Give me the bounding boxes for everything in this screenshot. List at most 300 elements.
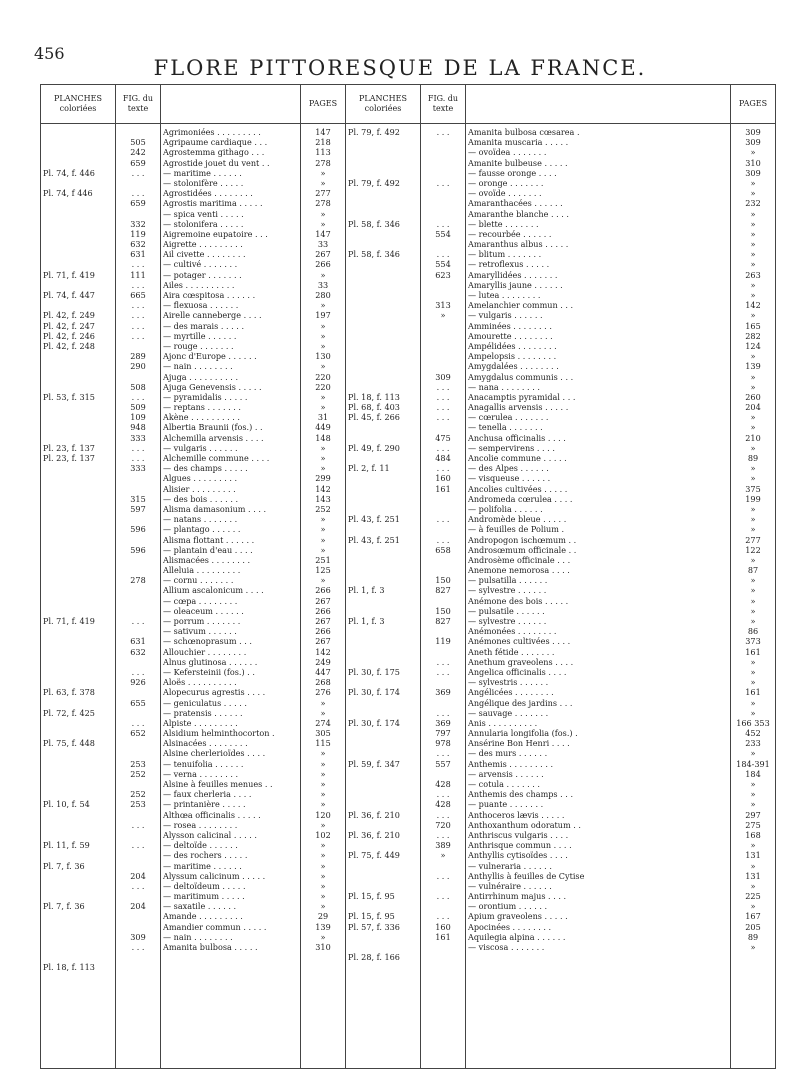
index-cell <box>43 555 113 565</box>
index-cell <box>43 209 113 219</box>
index-cell: . . . <box>436 412 450 423</box>
index-cell: — stolonifère . . . . . <box>163 177 244 188</box>
index-cell <box>43 779 113 789</box>
index-cell <box>43 382 113 392</box>
index-cell <box>118 748 158 758</box>
index-cell: » <box>320 218 326 229</box>
index-cell <box>348 596 418 606</box>
index-cell: Pl. 11, f. 59 <box>43 840 90 851</box>
index-cell: » <box>440 310 446 321</box>
index-cell: . . . <box>131 188 145 199</box>
index-cell: Anthyllis cytisoïdes . . . . <box>468 850 568 861</box>
index-cell <box>348 677 418 687</box>
index-cell: Amanite bulbeuse . . . . . <box>468 157 568 168</box>
index-cell: Pl. 15, f. 95 <box>348 911 395 922</box>
index-cell <box>118 209 158 219</box>
index-cell: Pl. 15, f. 95 <box>348 891 395 902</box>
index-cell: 147 <box>315 127 331 137</box>
index-cell: » <box>750 748 756 759</box>
index-cell: — visqueuse . . . . . . <box>468 473 551 484</box>
index-cell <box>43 158 113 168</box>
index-cell <box>348 932 418 942</box>
index-cell: 278 <box>315 198 331 209</box>
index-cell: Pl. 18, f. 113 <box>43 962 95 973</box>
index-cell <box>348 433 418 443</box>
index-cell: » <box>320 453 326 463</box>
col-name-left <box>161 85 301 124</box>
index-cell <box>348 840 418 850</box>
index-cell: » <box>750 463 756 474</box>
index-cell: Amygdalus communis . . . <box>468 371 574 382</box>
index-cell: » <box>320 840 326 851</box>
index-cell: 310 <box>315 942 331 952</box>
index-cell: 659 <box>130 157 146 168</box>
index-cell <box>118 565 158 575</box>
index-cell <box>118 911 158 921</box>
index-cell: Allium ascalonicum . . . . <box>163 585 264 596</box>
index-cell: 373 <box>745 636 761 647</box>
index-cell: 266 <box>315 626 331 637</box>
index-cell <box>348 504 418 514</box>
index-cell: Pl. 72, f. 425 <box>43 707 95 718</box>
index-cell: 299 <box>315 473 331 484</box>
index-cell: Alisier . . . . . . . . . <box>163 483 236 494</box>
index-cell <box>43 127 113 137</box>
index-cell: 475 <box>435 432 451 443</box>
index-cell: — sylvestre . . . . . . <box>468 616 547 626</box>
index-cell: 309 <box>130 931 146 942</box>
index-cell: » <box>320 707 326 718</box>
index-cell <box>348 973 418 983</box>
index-cell: Pl. 53, f. 315 <box>43 391 95 402</box>
index-cell <box>348 168 418 178</box>
index-cell: — recourbée . . . . . . <box>468 228 552 239</box>
index-cell: 554 <box>435 259 451 270</box>
index-cell: 143 <box>315 493 331 504</box>
index-cell: 160 <box>435 921 451 932</box>
index-cell: 332 <box>130 218 146 229</box>
index-cell: Pl. 18, f. 113 <box>348 391 400 402</box>
index-cell: Akène . . . . . . . . . . <box>163 412 240 423</box>
index-cell: 508 <box>130 381 146 392</box>
index-cell: Amaryllidées . . . . . . . <box>468 269 558 280</box>
index-cell: » <box>750 503 756 514</box>
index-cell: 168 <box>745 829 761 840</box>
index-cell <box>348 524 418 534</box>
index-cell: — nana . . . . . . . . <box>468 381 540 392</box>
index-cell: Pl. 79, f. 492 <box>348 177 400 188</box>
index-cell: 139 <box>315 921 331 932</box>
index-cell: 142 <box>745 300 761 311</box>
index-cell: » <box>750 351 756 362</box>
index-cell: » <box>750 901 756 912</box>
index-cell: 33 <box>317 279 329 290</box>
index-cell <box>43 351 113 361</box>
index-cell: . . . <box>131 259 145 270</box>
index-cell: 204 <box>130 870 146 881</box>
index-cell: 184-391 <box>736 758 770 769</box>
index-cell: » <box>320 544 326 555</box>
index-cell <box>348 321 418 331</box>
index-cell <box>118 687 158 697</box>
index-cell: » <box>750 840 756 851</box>
col-pages-right: PAGES <box>731 85 776 124</box>
index-cell: Pl. 75, f. 449 <box>348 850 400 861</box>
index-cell: — nain . . . . . . . . <box>163 361 233 372</box>
index-cell: — rouge . . . . . . . <box>163 340 234 351</box>
index-cell: . . . <box>131 391 145 402</box>
index-cell: » <box>750 422 756 433</box>
index-cell: Angélicées . . . . . . . . <box>468 687 554 698</box>
index-cell: » <box>750 554 756 565</box>
index-cell: 267 <box>315 249 331 260</box>
left-pages-column <box>301 124 346 1069</box>
index-cell: 369 <box>435 717 451 728</box>
index-cell: — maritime . . . . . . <box>163 860 242 871</box>
index-cell: . . . <box>131 442 145 453</box>
index-cell: 165 <box>745 320 761 331</box>
index-cell: Anthoceros lævis . . . . . <box>468 809 565 820</box>
index-cell <box>43 647 113 657</box>
index-cell: — des rochers . . . . . <box>163 850 248 861</box>
index-cell: 267 <box>315 616 331 626</box>
index-cell: Agripaume cardiaque . . . <box>163 137 268 148</box>
index-cell: Amande . . . . . . . . . <box>163 911 243 922</box>
index-cell: . . . <box>131 942 145 952</box>
index-cell <box>118 810 158 820</box>
index-cell: Pl. 43, f. 251 <box>348 514 400 525</box>
index-cell: . . . <box>131 279 145 290</box>
index-cell <box>423 524 463 534</box>
index-cell: » <box>320 463 326 474</box>
index-cell <box>423 239 463 249</box>
index-cell: » <box>320 442 326 453</box>
index-cell <box>423 647 463 657</box>
index-cell: 111 <box>130 269 146 280</box>
index-cell <box>43 677 113 687</box>
index-cell: 115 <box>315 738 331 749</box>
index-cell: 31 <box>317 412 329 423</box>
index-cell: 333 <box>130 463 146 474</box>
index-cell: Allouchier . . . . . . . . <box>163 646 247 657</box>
index-cell <box>348 341 418 351</box>
index-cell: Anémone des bois . . . . . <box>468 595 569 606</box>
index-cell: Pl. 71, f. 419 <box>43 616 95 626</box>
index-cell: Pl. 42, f. 246 <box>43 330 95 341</box>
index-cell <box>43 433 113 443</box>
index-cell: Pl. 74, f 446 <box>43 188 93 199</box>
index-cell: 184 <box>745 768 761 779</box>
index-cell: Pl. 23, f. 137 <box>43 442 95 453</box>
index-cell: Alopecurus agrestis . . . . <box>163 687 266 698</box>
index-cell <box>423 147 463 157</box>
index-cell: — plantain d'eau . . . . <box>163 544 253 555</box>
index-cell <box>43 850 113 860</box>
index-cell: » <box>750 575 756 586</box>
index-cell: » <box>750 799 756 810</box>
index-cell <box>118 779 158 789</box>
index-cell: — vulgaris . . . . . . <box>163 442 238 453</box>
index-cell: 122 <box>745 544 761 555</box>
index-cell: 218 <box>315 137 331 148</box>
index-cell: Airelle canneberge . . . . <box>163 310 262 321</box>
index-cell: Alchemilla arvensis . . . . <box>163 432 264 443</box>
index-cell <box>118 514 158 524</box>
index-cell: 623 <box>435 269 451 280</box>
index-cell <box>43 789 113 799</box>
index-cell: Angelica officinalis . . . . <box>468 666 567 677</box>
index-cell <box>423 596 463 606</box>
index-cell: » <box>750 789 756 800</box>
index-cell: » <box>320 931 326 942</box>
index-cell: — cœpa . . . . . . . . <box>163 595 238 606</box>
index-cell: Alisma flottant . . . . . . <box>163 534 255 545</box>
col-name-right <box>466 85 731 124</box>
index-cell: Pl. 68, f. 403 <box>348 402 400 413</box>
index-cell: 428 <box>435 799 451 810</box>
index-cell: 369 <box>435 687 451 698</box>
index-cell: 210 <box>745 432 761 443</box>
index-cell <box>118 891 158 901</box>
index-cell: 220 <box>315 381 331 392</box>
index-cell <box>348 290 418 300</box>
index-cell: 309 <box>745 167 761 178</box>
index-cell: » <box>320 779 326 789</box>
index-cell: 249 <box>315 656 331 667</box>
index-cell: 978 <box>435 738 451 749</box>
index-cell: . . . <box>436 177 450 188</box>
index-cell: . . . <box>436 218 450 229</box>
index-cell <box>423 209 463 219</box>
index-cell <box>348 779 418 789</box>
index-cell: Alnus glutinosa . . . . . . <box>163 656 258 667</box>
index-cell <box>43 973 113 983</box>
index-cell <box>43 372 113 382</box>
index-cell: » <box>750 707 756 718</box>
index-cell: Amaranthus albus . . . . . <box>468 239 569 250</box>
index-cell: » <box>750 656 756 667</box>
index-cell: Antirrhinum majus . . . . <box>468 891 567 902</box>
index-cell: 447 <box>315 666 331 677</box>
index-cell: — printanière . . . . . <box>163 799 246 810</box>
index-cell: 276 <box>315 687 331 698</box>
index-cell: Albertia Braunii (fos.) . . <box>163 422 263 433</box>
index-cell: — nain . . . . . . . . <box>163 931 233 942</box>
index-cell <box>118 830 158 840</box>
index-cell: . . . <box>436 789 450 800</box>
left-name-column <box>161 124 301 1069</box>
index-cell: 89 <box>747 931 759 942</box>
index-cell <box>43 922 113 932</box>
index-cell: Agrostidées . . . . . . . . <box>163 188 253 199</box>
index-cell: 290 <box>130 361 146 372</box>
index-cell: — reptans . . . . . . . <box>163 402 241 413</box>
index-cell: Amaryllis jaune . . . . . . <box>468 279 563 290</box>
index-cell <box>43 820 113 830</box>
index-cell: Alchemille commune . . . . <box>163 453 270 463</box>
index-cell <box>423 881 463 891</box>
index-cell: Anémonées . . . . . . . . <box>468 626 557 637</box>
index-cell: Anthemis des champs . . . <box>468 789 574 800</box>
index-cell: 277 <box>745 534 761 545</box>
index-cell: Pl. 36, f. 210 <box>348 809 400 820</box>
index-cell <box>43 422 113 432</box>
index-cell: » <box>320 391 326 402</box>
index-cell <box>423 901 463 911</box>
index-cell: Anémones cultivées . . . . <box>468 636 571 647</box>
index-cell: 220 <box>315 371 331 382</box>
index-cell <box>43 596 113 606</box>
index-cell: Alysson calicinal . . . . . <box>163 829 257 840</box>
index-cell <box>348 229 418 239</box>
index-cell <box>348 280 418 290</box>
index-cell: . . . <box>131 310 145 321</box>
index-cell <box>43 402 113 412</box>
index-cell: Anemone nemorosa . . . . <box>468 565 570 576</box>
index-cell <box>43 219 113 229</box>
index-cell <box>118 178 158 188</box>
index-cell: 150 <box>435 605 451 616</box>
index-cell: » <box>750 381 756 392</box>
index-cell: 167 <box>745 911 761 922</box>
index-cell <box>348 239 418 249</box>
index-cell: 266 <box>315 605 331 616</box>
index-cell: 631 <box>130 249 146 260</box>
index-cell <box>348 769 418 779</box>
index-cell <box>43 830 113 840</box>
index-cell <box>348 158 418 168</box>
index-cell <box>118 657 158 667</box>
index-cell: — pyramidalis . . . . . <box>163 391 248 402</box>
index-cell: 29 <box>317 911 329 922</box>
index-cell: Anchusa officinalis . . . . <box>468 432 566 443</box>
index-cell: 596 <box>130 544 146 555</box>
index-cell <box>43 147 113 157</box>
index-cell: Alleluia . . . . . . . . . <box>163 565 241 576</box>
index-cell <box>118 952 158 962</box>
index-cell: Andropogon ischœmum . . <box>468 534 577 545</box>
index-cell: — vulneraria . . . . . . <box>468 860 552 871</box>
index-cell: — des murs . . . . . . <box>468 748 548 759</box>
index-cell: Annularia longifolia (fos.) . <box>468 728 578 739</box>
index-cell: 267 <box>315 595 331 606</box>
index-cell: 652 <box>130 728 146 739</box>
index-cell <box>118 585 158 595</box>
index-cell <box>348 636 418 646</box>
index-cell: — geniculatus . . . . . <box>163 697 247 708</box>
index-cell: Pl. 36, f. 210 <box>348 829 400 840</box>
index-cell: 632 <box>130 646 146 657</box>
index-cell: 720 <box>435 819 451 830</box>
index-cell: — des marais . . . . . <box>163 320 245 331</box>
col-pages-left: PAGES <box>301 85 346 124</box>
index-cell: Aquilegia alpina . . . . . . <box>468 931 566 942</box>
index-cell: Pl. 74, f. 447 <box>43 290 95 300</box>
index-cell <box>348 382 418 392</box>
col-planches-right: PLANCHES coloriées <box>346 85 421 124</box>
index-cell: 142 <box>315 646 331 657</box>
index-cell <box>43 667 113 677</box>
index-cell: Pl. 74, f. 446 <box>43 167 95 178</box>
index-cell: » <box>750 585 756 596</box>
index-cell: Amygdalées . . . . . . . . <box>468 361 559 372</box>
index-cell: » <box>750 860 756 871</box>
index-cell <box>43 728 113 738</box>
index-cell: 148 <box>315 432 331 443</box>
index-cell: 251 <box>315 554 331 565</box>
index-cell: . . . <box>436 463 450 474</box>
index-cell: 86 <box>747 626 759 637</box>
index-cell: 282 <box>745 330 761 341</box>
index-cell: Agrostemma githago . . . <box>163 147 265 158</box>
index-cell: Pl. 2, f. 11 <box>348 463 390 474</box>
index-cell: — flexuosa . . . . . . <box>163 300 239 311</box>
index-cell: 113 <box>315 147 331 158</box>
index-cell: 313 <box>435 300 451 311</box>
index-cell: » <box>750 208 756 219</box>
index-cell: . . . <box>436 748 450 759</box>
index-cell: » <box>750 228 756 239</box>
index-cell: Alsidium helminthocorton . <box>163 728 275 739</box>
index-cell <box>348 983 418 993</box>
index-cell: » <box>750 177 756 188</box>
index-cell: — vulnéraire . . . . . . <box>468 880 552 891</box>
index-cell: Pl. 1, f. 3 <box>348 585 385 596</box>
index-cell: . . . <box>131 167 145 178</box>
index-cell: Anthriscus vulgaris . . . . <box>468 829 569 840</box>
index-cell: — oleaceum . . . . . . <box>163 605 244 616</box>
index-cell <box>348 626 418 636</box>
index-cell <box>423 494 463 504</box>
index-cell <box>423 677 463 687</box>
index-cell: 232 <box>745 198 761 209</box>
index-cell: Alsine cherlerioïdes . . . . <box>163 748 266 759</box>
index-cell: 632 <box>130 239 146 250</box>
index-cell <box>348 962 418 972</box>
index-cell: Aigremoine eupatoire . . . <box>163 228 268 239</box>
index-cell: 278 <box>130 575 146 586</box>
index-cell: 509 <box>130 402 146 413</box>
index-cell: Andromède bleue . . . . . <box>468 514 567 525</box>
index-cell: — des champs . . . . . <box>163 463 248 474</box>
index-cell <box>348 351 418 361</box>
index-cell: 120 <box>315 809 331 820</box>
index-cell: 452 <box>745 728 761 739</box>
page-number: 456 <box>34 44 65 63</box>
index-cell: — lutea . . . . . . . . <box>468 290 541 300</box>
index-cell <box>348 881 418 891</box>
index-cell <box>43 259 113 269</box>
index-cell: . . . <box>131 300 145 311</box>
index-cell: » <box>750 473 756 484</box>
index-cell <box>423 361 463 371</box>
index-cell: 827 <box>435 585 451 596</box>
index-cell <box>43 626 113 636</box>
index-cell: Pl. 42, f. 247 <box>43 320 95 331</box>
index-cell: » <box>750 942 756 952</box>
index-cell <box>348 422 418 432</box>
index-cell: » <box>320 789 326 800</box>
index-cell: . . . <box>436 707 450 718</box>
index-cell: Pl. 58, f. 346 <box>348 249 400 260</box>
index-cell: — pulsatile . . . . . . <box>468 605 545 616</box>
index-cell: 266 <box>315 259 331 270</box>
index-cell <box>348 657 418 667</box>
index-cell <box>423 168 463 178</box>
index-cell: Pl. 75, f. 448 <box>43 738 95 749</box>
index-cell: — sativum . . . . . . <box>163 626 237 637</box>
index-cell: — tenuifolia . . . . . . <box>163 758 244 769</box>
